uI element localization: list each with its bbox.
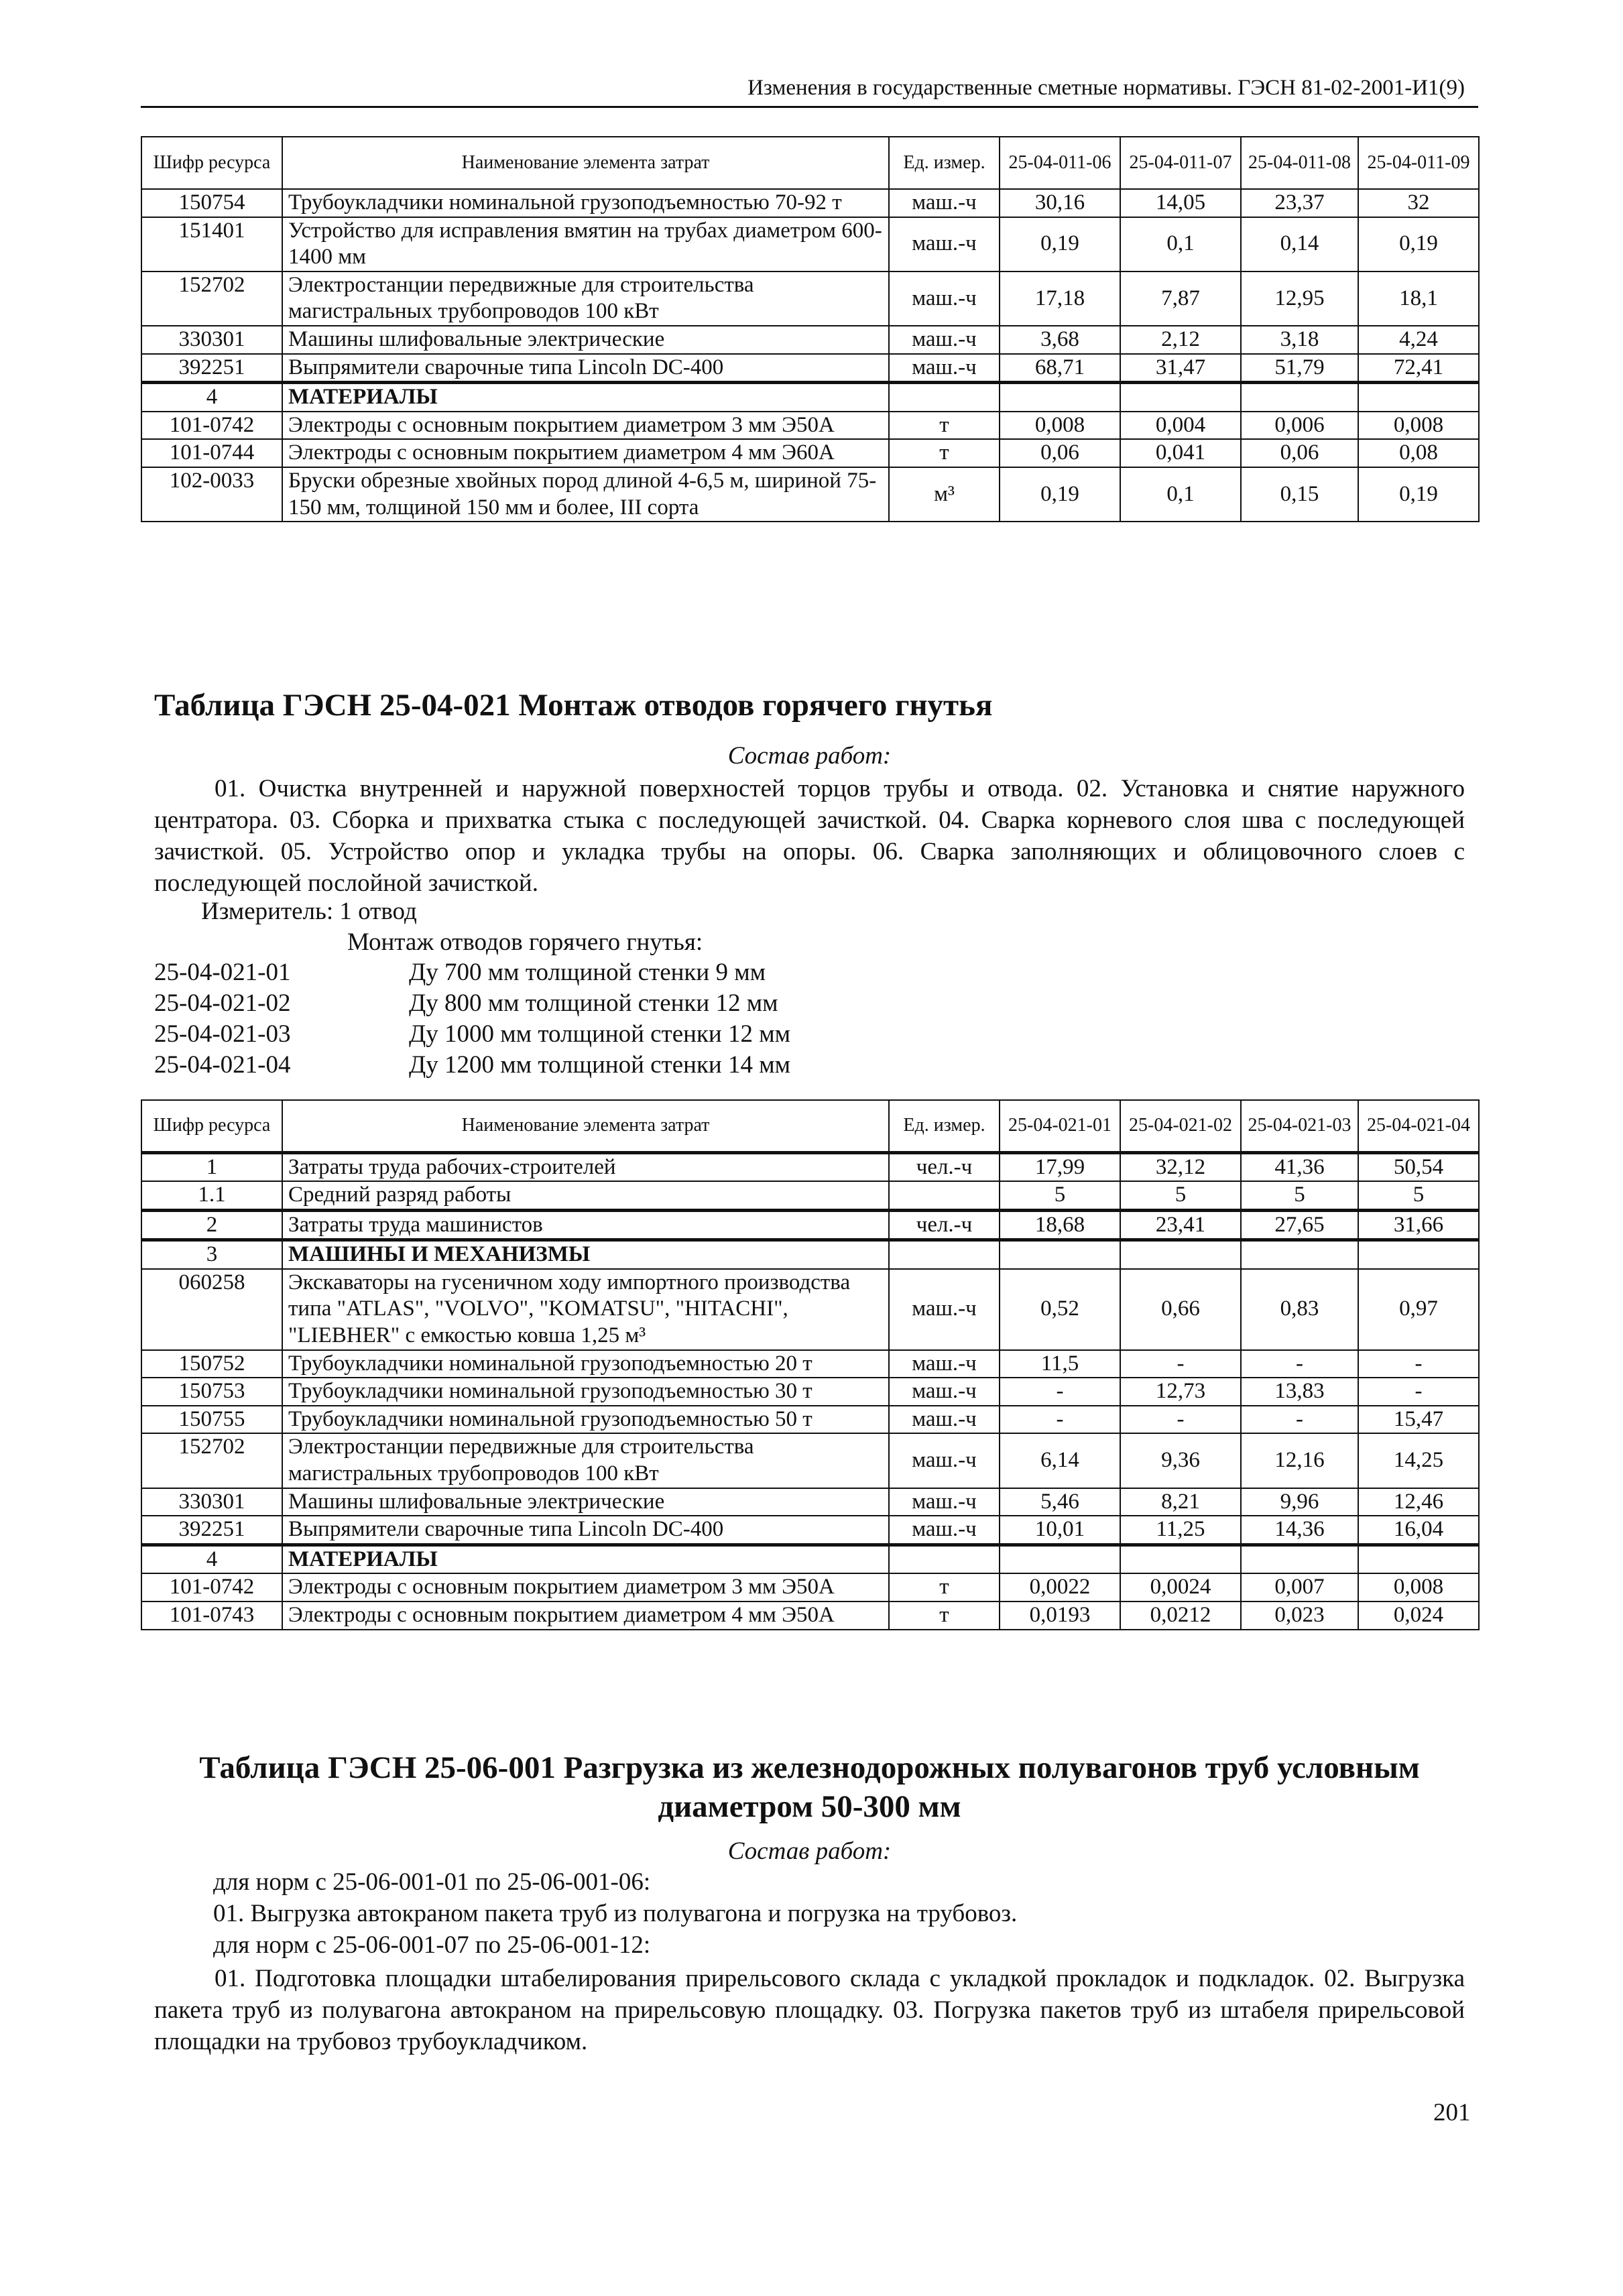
unit-of-measure: т	[889, 412, 1000, 440]
header-norm-column: 25-04-021-01	[1000, 1100, 1120, 1152]
resource-code: 150753	[141, 1378, 282, 1406]
unit-of-measure: маш.-ч	[889, 326, 1000, 354]
norm-value: 7,87	[1120, 271, 1241, 326]
unit-of-measure: маш.-ч	[889, 189, 1000, 217]
unit-of-measure: м³	[889, 467, 1000, 522]
norm-code: 25-04-021-03	[154, 1020, 291, 1048]
cost-element-name: Устройство для исправления вмятин на трубах диаметром 600-1400 мм	[282, 217, 889, 271]
work-composition-label: Состав работ:	[727, 742, 892, 770]
norm-value: 0,83	[1241, 1269, 1358, 1350]
table-row	[141, 1210, 1479, 1240]
table-row	[141, 1516, 1479, 1545]
norm-value: 5	[1241, 1181, 1358, 1210]
unit-of-measure: маш.-ч	[889, 354, 1000, 383]
norm-value: 0,1	[1120, 467, 1241, 522]
norm-value: 0,023	[1241, 1602, 1358, 1630]
table-title-25-04-021: Таблица ГЭСН 25-04-021 Монтаж отводов горячего гнутья	[154, 688, 993, 723]
header-norm-column: 25-04-021-02	[1120, 1100, 1241, 1152]
norm-value: 2,12	[1120, 326, 1241, 354]
norm-value: 0,0024	[1120, 1573, 1241, 1602]
norm-value: 0,52	[1000, 1269, 1120, 1350]
cost-element-name: Электроды с основным покрытием диаметром 3 мм Э50А	[282, 412, 889, 440]
work-composition-label-2: Состав работ:	[727, 1837, 892, 1865]
section-heading: МАШИНЫ И МЕХАНИЗМЫ	[282, 1240, 889, 1269]
table-header-row	[141, 1100, 1479, 1152]
table-row	[141, 1433, 1479, 1488]
norm-value: -	[1358, 1378, 1479, 1406]
table-row	[141, 1602, 1479, 1630]
norm-value: 12,46	[1358, 1488, 1479, 1516]
norm-value: 12,73	[1120, 1378, 1241, 1406]
header-norm-column: 25-04-011-09	[1358, 137, 1479, 189]
table-row	[141, 1240, 1479, 1269]
measure-unit: Измеритель: 1 отвод	[201, 898, 417, 925]
norm-value: 11,25	[1120, 1516, 1241, 1545]
norm-value: 0,0022	[1000, 1573, 1120, 1602]
norm-value: -	[1000, 1378, 1120, 1406]
norm-value: 0,008	[1358, 412, 1479, 440]
norm-value: 5	[1000, 1181, 1120, 1210]
norm-value	[1000, 1545, 1120, 1573]
table-row	[141, 1573, 1479, 1602]
unit-of-measure: маш.-ч	[889, 271, 1000, 326]
header-name: Наименование элемента затрат	[282, 1100, 889, 1152]
norm-value	[1120, 1240, 1241, 1269]
header-code: Шифр ресурса	[141, 137, 282, 189]
resource-code: 101-0742	[141, 412, 282, 440]
norm-value: 68,71	[1000, 354, 1120, 383]
table-row	[141, 1269, 1479, 1350]
unit-of-measure: т	[889, 439, 1000, 467]
norm-value: 9,96	[1241, 1488, 1358, 1516]
norm-description: Ду 800 мм толщиной стенки 12 мм	[409, 989, 778, 1017]
work-composition-text: 01. Очистка внутренней и наружной поверхностей торцов трубы и отвода. 02. Установка и снятие наружного центратора. 03. Сборка и прихватка стыка с последующей зачисткой. 04. Сварка корневого слоя шва с последующей зачисткой. 05. Устройство опор и укладка трубы на опоры. 06. Сварка заполняющих и облицовочного слоев с последующей послойной зачисткой.	[154, 775, 1465, 897]
norm-value: -	[1358, 1350, 1479, 1378]
page-number: 201	[1433, 2099, 1471, 2126]
resource-code: 2	[141, 1210, 282, 1240]
norm-value: 6,14	[1000, 1433, 1120, 1488]
norm-value: 18,1	[1358, 271, 1479, 326]
resource-code: 1.1	[141, 1181, 282, 1210]
unit-of-measure: маш.-ч	[889, 1433, 1000, 1488]
norm-code: 25-04-021-01	[154, 959, 291, 986]
section-heading: МАТЕРИАЛЫ	[282, 383, 889, 412]
norm-value: 0,19	[1358, 467, 1479, 522]
cost-element-name: Затраты труда машинистов	[282, 1210, 889, 1240]
unit-of-measure: маш.-ч	[889, 1269, 1000, 1350]
norm-value: 0,08	[1358, 439, 1479, 467]
norm-value	[1241, 383, 1358, 412]
norm-value: 13,83	[1241, 1378, 1358, 1406]
resource-code: 1	[141, 1152, 282, 1181]
norm-value: 50,54	[1358, 1152, 1479, 1181]
norm-value: 0,66	[1120, 1269, 1241, 1350]
resource-code: 330301	[141, 326, 282, 354]
norm-value: 0,041	[1120, 439, 1241, 467]
norm-code: 25-04-021-02	[154, 989, 291, 1017]
unit-of-measure	[889, 1240, 1000, 1269]
norm-value: 30,16	[1000, 189, 1120, 217]
unit-of-measure	[889, 1181, 1000, 1210]
header-unit: Ед. измер.	[889, 1100, 1000, 1152]
norm-value: 14,25	[1358, 1433, 1479, 1488]
cost-element-name: Выпрямители сварочные типа Lincoln DC-400	[282, 1516, 889, 1545]
norm-value: 15,47	[1358, 1406, 1479, 1434]
header-norm-column: 25-04-011-08	[1241, 137, 1358, 189]
norm-value	[1241, 1240, 1358, 1269]
norm-value: 0,19	[1000, 467, 1120, 522]
resource-table-2	[141, 1099, 1480, 1630]
norm-value: 31,66	[1358, 1210, 1479, 1240]
norm-value: 17,99	[1000, 1152, 1120, 1181]
resource-code: 102-0033	[141, 467, 282, 522]
norm-value: 0,008	[1358, 1573, 1479, 1602]
norm-value: 5	[1120, 1181, 1241, 1210]
norms-subheading: Монтаж отводов горячего гнутья:	[347, 928, 703, 956]
cost-element-name: Машины шлифовальные электрические	[282, 326, 889, 354]
cost-element-name: Трубоукладчики номинальной грузоподъемностью 50 т	[282, 1406, 889, 1434]
cost-element-name: Средний разряд работы	[282, 1181, 889, 1210]
header-text: Изменения в государственные сметные нормативы. ГЭСН 81-02-2001-И1(9)	[747, 76, 1465, 100]
cost-element-name: Электроды с основным покрытием диаметром 4 мм Э60А	[282, 439, 889, 467]
table-row	[141, 217, 1479, 271]
unit-of-measure: маш.-ч	[889, 1406, 1000, 1434]
norm-value: -	[1241, 1350, 1358, 1378]
cost-element-name: Трубоукладчики номинальной грузоподъемностью 20 т	[282, 1350, 889, 1378]
cost-element-name: Электростанции передвижные для строительства магистральных трубопроводов 100 кВт	[282, 271, 889, 326]
norm-value: 72,41	[1358, 354, 1479, 383]
norm-group-text-2: 01. Подготовка площадки штабелирования прирельсового склада с укладкой прокладок и подкладок. 02. Выгрузка пакета труб из полувагона автокраном на прирельсовую площадку. 03. Погрузка пакетов труб из штабеля прирельсовой площадки на трубовоз трубоукладчиком.	[154, 1965, 1465, 2055]
norm-value: 51,79	[1241, 354, 1358, 383]
header-norm-column: 25-04-021-04	[1358, 1100, 1479, 1152]
header-norm-column: 25-04-011-07	[1120, 137, 1241, 189]
norm-item	[154, 1050, 790, 1081]
page-header	[141, 72, 1478, 108]
resource-code: 101-0743	[141, 1602, 282, 1630]
cost-element-name: Машины шлифовальные электрические	[282, 1488, 889, 1516]
norm-value: 0,06	[1241, 439, 1358, 467]
table-row	[141, 383, 1479, 412]
resource-code: 101-0742	[141, 1573, 282, 1602]
resource-code: 150752	[141, 1350, 282, 1378]
norm-value: 10,01	[1000, 1516, 1120, 1545]
norm-value	[1241, 1545, 1358, 1573]
norm-value: 12,16	[1241, 1433, 1358, 1488]
table-row	[141, 1152, 1479, 1181]
unit-of-measure: маш.-ч	[889, 217, 1000, 271]
resource-code: 4	[141, 383, 282, 412]
cost-element-name: Электроды с основным покрытием диаметром 4 мм Э50А	[282, 1602, 889, 1630]
norm-value: -	[1241, 1406, 1358, 1434]
resource-code: 392251	[141, 354, 282, 383]
norm-value: -	[1000, 1406, 1120, 1434]
resource-code: 101-0744	[141, 439, 282, 467]
table-row	[141, 1378, 1479, 1406]
norm-value: 4,24	[1358, 326, 1479, 354]
cost-element-name: Трубоукладчики номинальной грузоподъемностью 70-92 т	[282, 189, 889, 217]
norm-item	[154, 1019, 790, 1050]
norm-value: 14,05	[1120, 189, 1241, 217]
unit-of-measure: маш.-ч	[889, 1350, 1000, 1378]
table-title-25-06-001: Таблица ГЭСН 25-06-001 Разгрузка из железнодорожных полувагонов труб условным диаметром 50-300 мм	[199, 1750, 1420, 1824]
table-row	[141, 1350, 1479, 1378]
norm-description: Ду 1200 мм толщиной стенки 14 мм	[409, 1051, 791, 1079]
cost-element-name: Бруски обрезные хвойных пород длиной 4-6,5 м, шириной 75-150 мм, толщиной 150 мм и более, III сорта	[282, 467, 889, 522]
norm-value: 0,19	[1000, 217, 1120, 271]
table-row	[141, 1181, 1479, 1210]
unit-of-measure: маш.-ч	[889, 1378, 1000, 1406]
norm-value: 31,47	[1120, 354, 1241, 383]
resource-code: 152702	[141, 1433, 282, 1488]
resource-code: 060258	[141, 1269, 282, 1350]
norm-group-text-1: 01. Выгрузка автокраном пакета труб из полувагона и погрузка на трубовоз.	[213, 1900, 1018, 1927]
table-row	[141, 439, 1479, 467]
norm-value: 0,008	[1000, 412, 1120, 440]
header-name: Наименование элемента затрат	[282, 137, 889, 189]
norm-description: Ду 1000 мм толщиной стенки 12 мм	[409, 1020, 791, 1048]
norm-value: 0,14	[1241, 217, 1358, 271]
cost-element-name: Выпрямители сварочные типа Lincoln DC-400	[282, 354, 889, 383]
cost-element-name: Экскаваторы на гусеничном ходу импортного производства типа "ATLAS", "VOLVO", "KOMATSU", "HITACHI", "LIEBHER" с емкостью ковша 1,25 м³	[282, 1269, 889, 1350]
table-row	[141, 1545, 1479, 1573]
norm-value	[1000, 1240, 1120, 1269]
norm-value	[1358, 383, 1479, 412]
norm-value: 32,12	[1120, 1152, 1241, 1181]
norm-value: 8,21	[1120, 1488, 1241, 1516]
unit-of-measure: маш.-ч	[889, 1488, 1000, 1516]
norm-value	[1120, 383, 1241, 412]
norm-value: 16,04	[1358, 1516, 1479, 1545]
unit-of-measure	[889, 383, 1000, 412]
norm-value: 0,19	[1358, 217, 1479, 271]
table-row	[141, 467, 1479, 522]
resource-code: 3	[141, 1240, 282, 1269]
norm-code: 25-04-021-04	[154, 1051, 291, 1079]
norm-value: 5,46	[1000, 1488, 1120, 1516]
norm-value: 32	[1358, 189, 1479, 217]
section-heading: МАТЕРИАЛЫ	[282, 1545, 889, 1573]
norm-value: 0,15	[1241, 467, 1358, 522]
norm-value	[1000, 383, 1120, 412]
norm-value: 9,36	[1120, 1433, 1241, 1488]
resource-code: 4	[141, 1545, 282, 1573]
resource-code: 150755	[141, 1406, 282, 1434]
table-row	[141, 1406, 1479, 1434]
norm-value: 0,0193	[1000, 1602, 1120, 1630]
table-row	[141, 189, 1479, 217]
unit-of-measure	[889, 1545, 1000, 1573]
norm-group-label-1: для норм с 25-06-001-01 по 25-06-001-06:	[213, 1868, 651, 1896]
norm-value: 23,37	[1241, 189, 1358, 217]
unit-of-measure: чел.-ч	[889, 1152, 1000, 1181]
resource-code: 392251	[141, 1516, 282, 1545]
norm-value: 0,0212	[1120, 1602, 1241, 1630]
cost-element-name: Электроды с основным покрытием диаметром 3 мм Э50А	[282, 1573, 889, 1602]
norm-value: -	[1120, 1350, 1241, 1378]
norm-value: 11,5	[1000, 1350, 1120, 1378]
resource-code: 151401	[141, 217, 282, 271]
norm-group-label-2: для норм с 25-06-001-07 по 25-06-001-12:	[213, 1931, 651, 1959]
norm-value: 0,06	[1000, 439, 1120, 467]
resource-table-1	[141, 136, 1480, 522]
cost-element-name: Затраты труда рабочих-строителей	[282, 1152, 889, 1181]
norm-value: 5	[1358, 1181, 1479, 1210]
header-norm-column: 25-04-021-03	[1241, 1100, 1358, 1152]
norm-value	[1120, 1545, 1241, 1573]
norm-value	[1358, 1240, 1479, 1269]
unit-of-measure: т	[889, 1602, 1000, 1630]
norm-value: 27,65	[1241, 1210, 1358, 1240]
table-row	[141, 412, 1479, 440]
norm-value: -	[1120, 1406, 1241, 1434]
unit-of-measure: т	[889, 1573, 1000, 1602]
table-row	[141, 271, 1479, 326]
table-row	[141, 326, 1479, 354]
norm-value: 18,68	[1000, 1210, 1120, 1240]
resource-code: 152702	[141, 271, 282, 326]
norm-value: 3,68	[1000, 326, 1120, 354]
norm-description: Ду 700 мм толщиной стенки 9 мм	[409, 959, 766, 986]
norm-value: 23,41	[1120, 1210, 1241, 1240]
table-row	[141, 1488, 1479, 1516]
norm-value: 0,006	[1241, 412, 1358, 440]
norms-list	[154, 957, 790, 1081]
norm-value: 0,1	[1120, 217, 1241, 271]
cost-element-name: Трубоукладчики номинальной грузоподъемностью 30 т	[282, 1378, 889, 1406]
unit-of-measure: чел.-ч	[889, 1210, 1000, 1240]
cost-element-name: Электростанции передвижные для строительства магистральных трубопроводов 100 кВт	[282, 1433, 889, 1488]
norm-value: 0,024	[1358, 1602, 1479, 1630]
norm-value	[1358, 1545, 1479, 1573]
norm-value: 17,18	[1000, 271, 1120, 326]
norm-item	[154, 957, 790, 988]
norm-item	[154, 988, 790, 1019]
norm-value: 3,18	[1241, 326, 1358, 354]
resource-code: 150754	[141, 189, 282, 217]
header-unit: Ед. измер.	[889, 137, 1000, 189]
unit-of-measure: маш.-ч	[889, 1516, 1000, 1545]
header-code: Шифр ресурса	[141, 1100, 282, 1152]
table-header-row	[141, 137, 1479, 189]
norm-value: 41,36	[1241, 1152, 1358, 1181]
norm-value: 0,97	[1358, 1269, 1479, 1350]
norm-value: 0,007	[1241, 1573, 1358, 1602]
header-norm-column: 25-04-011-06	[1000, 137, 1120, 189]
norm-value: 0,004	[1120, 412, 1241, 440]
table-row	[141, 354, 1479, 383]
resource-code: 330301	[141, 1488, 282, 1516]
norm-value: 14,36	[1241, 1516, 1358, 1545]
norm-value: 12,95	[1241, 271, 1358, 326]
